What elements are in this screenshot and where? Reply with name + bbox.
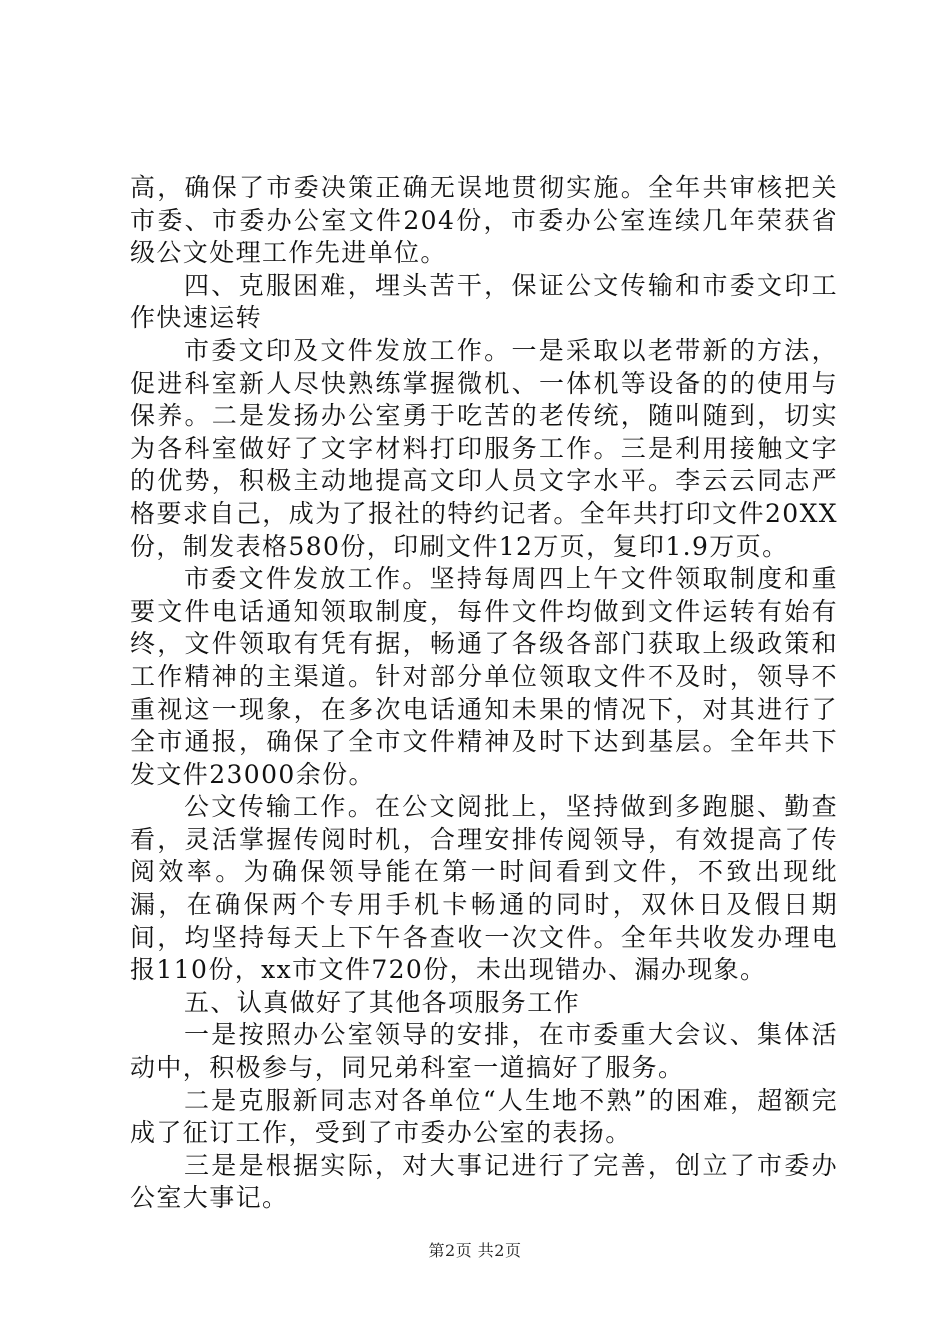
paragraph-service-2: 二是克服新同志对各单位“人生地不熟”的困难，超额完成了征订工作，受到了市委办公室的表扬。 xyxy=(130,1085,838,1148)
section-heading-5: 五、认真做好了其他各项服务工作 xyxy=(184,987,581,1017)
paragraph-printing-work: 市委文印及文件发放工作。一是采取以老带新的方法，促进科室新人尽快熟练掌握微机、一体机等设备的的使用与保养。二是发扬办公室勇于吃苦的老传统，随叫随到，切实为各科室做好了文字材料打印服务工作。三是利用接触文字的优势，积极主动地提高文印人员文字水平。李云云同志严格要求自己，成为了报社的特约记者。全年共打印文件20XX份，制发表格580份，印刷文件12万页，复印1.9万页。 xyxy=(130,335,838,561)
paragraph-service-3: 三是是根据实际，对大事记进行了完善，创立了市委办公室大事记。 xyxy=(130,1150,838,1213)
paragraph-document-transmission: 公文传输工作。在公文阅批上，坚持做到多跑腿、勤查看，灵活掌握传阅时机，合理安排传阅领导，有效提高了传阅效率。为确保领导能在第一时间看到文件，不致出现纰漏，在确保两个专用手机卡畅通的同时，双休日及假日期间，均坚持每天上下午各查收一次文件。全年共收发办理电报110份，xx市文件720份，未出现错办、漏办现象。 xyxy=(130,792,838,985)
paragraph-service-1: 一是按照办公室领导的安排，在市委重大会议、集体活动中，积极参与，同兄弟科室一道搞好了服务。 xyxy=(130,1020,838,1083)
paragraph-document-distribution: 市委文件发放工作。坚持每周四上午文件领取制度和重要文件电话通知领取制度，每件文件均做到文件运转有始有终，文件领取有凭有据，畅通了各级各部门获取上级政策和工作精神的主渠道。针对部分单位领取文件不及时，领导不重视这一现象，在多次电话通知未果的情况下，对其进行了全市通报，确保了全市文件精神及时下达到基层。全年共下发文件23000余份。 xyxy=(130,564,838,789)
section-heading-4: 四、克服困难，埋头苦干，保证公文传输和市委文印工作快速运转 xyxy=(130,270,838,333)
document-body xyxy=(130,172,838,1215)
page-number-footer: 第2页 共2页 xyxy=(428,1241,522,1260)
paragraph-1: 高，确保了市委决策正确无误地贯彻实施。全年共审核把关市委、市委办公室文件204份，市委办公室连续几年荣获省级公文处理工作先进单位。 xyxy=(130,173,838,268)
